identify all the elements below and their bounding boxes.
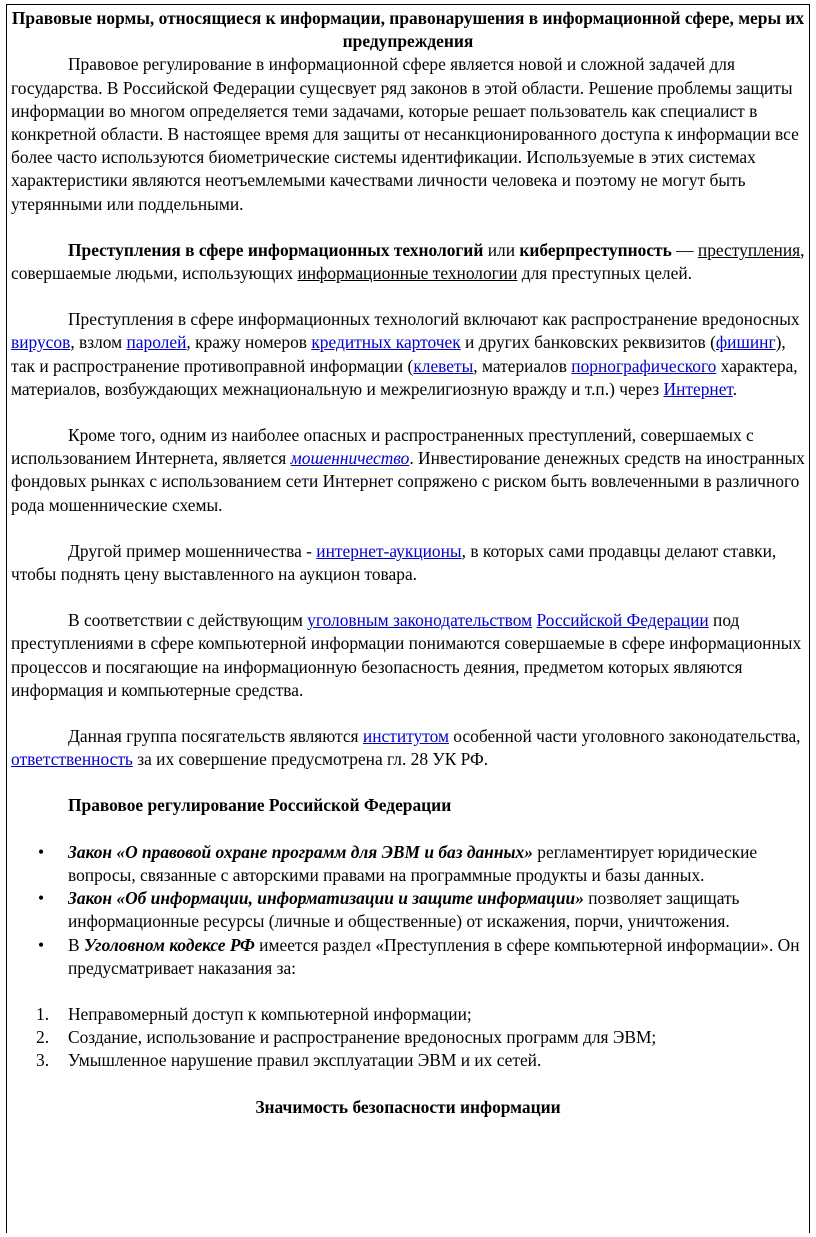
link-internet[interactable]: Интернет	[663, 378, 733, 399]
bullet-marker: •	[38, 841, 45, 862]
cybercrime-definition-paragraph: Преступления в сфере информационных технологий или киберпреступность — преступления, совершаемые людьми, использующих информационные технологии для преступных целей.	[11, 239, 805, 284]
list-item: 2. Создание, использование и распространение вредоносных программ для ЭВМ;	[11, 1026, 805, 1049]
document-title: Правовые нормы, относящиеся к информации, правонарушения в информационной сфере, меры их предупреждения	[11, 8, 805, 52]
link-criminal-legislation[interactable]: уголовным законодательством	[307, 610, 533, 631]
regulation-subheading: Правовое регулирование Российской Федерации	[68, 795, 452, 816]
term-it-crimes: Преступления в сфере информационных технологий	[68, 239, 484, 260]
legislation-paragraph: В соответствии с действующим уголовным законодательством Российской Федерации под преступлениями в сфере компьютерной информации понимаются совершаемые в сфере информационных процессов и посягающие на информационную безопасность деяния, предметом которых являются информация и компьютерные средства.	[11, 610, 802, 700]
law-title: Уголовном кодексе РФ	[83, 934, 255, 955]
list-item: 1. Неправомерный доступ к компьютерной информации;	[11, 1003, 805, 1026]
link-responsibility[interactable]: ответственность	[11, 749, 133, 770]
institute-paragraph: Данная группа посягательств являются институтом особенной части уголовного законодательства, ответственность за их совершение предусмотрена гл. 28 УК РФ.	[11, 726, 801, 770]
link-institute[interactable]: институтом	[362, 726, 449, 747]
bullet-marker: •	[38, 934, 45, 955]
link-viruses[interactable]: вирусов	[11, 332, 71, 353]
list-item: • В Уголовном кодексе РФ имеется раздел «Преступления в сфере компьютерной информации». Он предусматривает наказания за:	[38, 934, 800, 978]
law-title: Закон «Об информации, информатизации и защите информации»	[68, 888, 584, 909]
penalties-numbered-list	[11, 1003, 805, 1073]
link-pornographic[interactable]: порнографического	[571, 355, 717, 376]
document-page	[6, 4, 810, 1233]
term-crimes: преступления	[697, 239, 801, 260]
link-phishing[interactable]: фишинг	[715, 332, 776, 353]
number-marker: 2.	[36, 1027, 50, 1048]
link-credit-cards[interactable]: кредитных карточек	[311, 332, 461, 353]
term-cybercrime: киберпреступность	[519, 239, 672, 260]
link-passwords[interactable]: паролей	[126, 332, 187, 353]
intro-paragraph: Правовое регулирование в информационной сфере является новой и сложной задачей для государства. В Российской Федерации сущесвует ряд законов в этой области. Решение проблемы защиты информации во многом определяется теми задачами, которые решает пользователь как специалист в конкретной области. В настоящее время для защиты от несанкционированного доступа к информации все более часто используются биометрические системы идентификации. Используемые в этих системах характеристики являются неотъемлемыми качествами личности человека и поэтому не могут быть утерянными или поддельными.	[11, 54, 799, 214]
crime-types-paragraph: Преступления в сфере информационных технологий включают как распространение вредоносных вирусов, взлом паролей, кражу номеров кредитных карточек и других банковских реквизитов (фишинг), так и распространение противоправной информации (клеветы, материалов порнографического характера, материалов, возбуждающих межнациональную и межрелигиозную вражду и т.п.) через Интернет.	[11, 309, 800, 399]
number-marker: 3.	[36, 1050, 50, 1071]
link-russian-federation[interactable]: Российской Федерации	[536, 610, 709, 631]
laws-bullet-list	[11, 841, 805, 980]
list-item: • Закон «О правовой охране программ для ЭВМ и баз данных» регламентирует юридические вопросы, связанные с авторскими правами на программные продукты и базы данных.	[38, 841, 758, 885]
list-item: • Закон «Об информации, информатизации и защите информации» позволяет защищать информационные ресурсы (личные и общественные) от искажения, порчи, уничтожения.	[38, 888, 740, 932]
link-slander[interactable]: клеветы	[413, 355, 474, 376]
auction-fraud-paragraph: Другой пример мошенничества - интернет-аукционы, в которых сами продавцы делают ставки, чтобы поднять цену выставленного на аукцион товара.	[11, 540, 777, 585]
link-internet-auctions[interactable]: интернет-аукционы	[316, 540, 462, 561]
number-marker: 1.	[36, 1003, 50, 1024]
section-heading: Значимость безопасности информации	[255, 1096, 561, 1117]
fraud-paragraph: Кроме того, одним из наиболее опасных и распространенных преступлений, совершаемых с использованием Интернета, является мошенничество. Инвестирование денежных средств на иностранных фондовых рынках с использованием сети Интернет сопряжено с риском быть вовлеченными в различного рода мошеннические схемы.	[11, 425, 805, 515]
link-fraud[interactable]: мошенничество	[290, 448, 410, 469]
law-title: Закон «О правовой охране программ для ЭВМ и баз данных»	[68, 841, 533, 862]
list-item: 3. Умышленное нарушение правил эксплуатации ЭВМ и их сетей.	[11, 1049, 805, 1072]
bullet-marker: •	[38, 888, 45, 909]
term-info-technologies: информационные технологии	[297, 263, 518, 284]
